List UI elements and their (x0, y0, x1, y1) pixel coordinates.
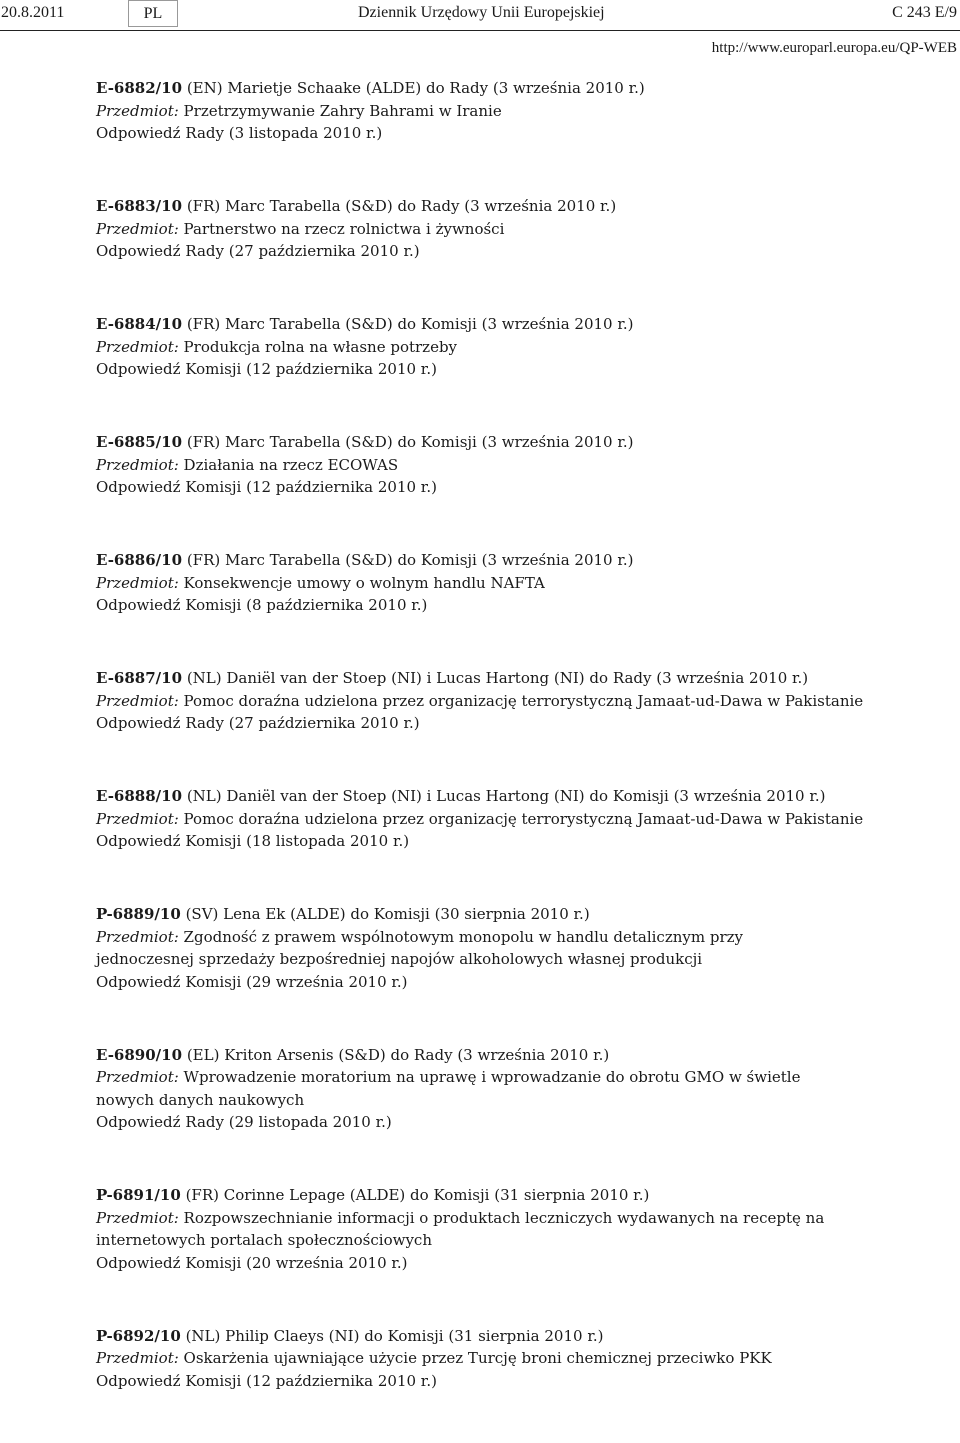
answer-info: Odpowiedź Komisji (12 października 2010 r.) (96, 1371, 437, 1390)
question-entry (96, 549, 836, 617)
subject-text: Partnerstwo na rzecz rolnictwa i żywności (178, 219, 505, 238)
subject-label: Przedmiot: (96, 1068, 179, 1086)
question-code: E-6882/10 (96, 79, 183, 97)
question-meta (96, 903, 836, 926)
subject-text: Wprowadzenie moratorium na uprawę i wprowadzanie do obrotu GMO w świetle nowych danych naukowych (96, 1068, 801, 1109)
question-meta (96, 785, 836, 808)
question-entry (96, 77, 836, 145)
question-entry (96, 1044, 836, 1134)
question-list (96, 77, 864, 1443)
question-subject (96, 1066, 836, 1111)
subject-label: Przedmiot: (96, 219, 179, 238)
subject-label: Przedmiot: (96, 337, 179, 356)
question-entry (96, 667, 864, 735)
question-author: (EL) Kriton Arsenis (S&D) do Rady (3 września 2010 r.) (182, 1045, 610, 1064)
question-author: (NL) Philip Claeys (NI) do Komisji (31 sierpnia 2010 r.) (180, 1326, 604, 1345)
question-meta (96, 77, 836, 100)
answer-info: Odpowiedź Rady (27 października 2010 r.) (96, 242, 420, 260)
subject-text: Rozpowszechnianie informacji o produktach leczniczych wydawanych na receptę na internetowych portalach społecznościowych (96, 1208, 825, 1249)
question-code: E-6888/10 (96, 787, 183, 805)
answer-info: Odpowiedź Komisji (20 września 2010 r.) (96, 1253, 408, 1272)
answer-info: Odpowiedź Rady (27 października 2010 r.) (96, 714, 420, 732)
question-entry (96, 1325, 836, 1393)
subject-label: Przedmiot: (96, 455, 179, 474)
question-author: (NL) Daniël van der Stoep (NI) i Lucas Hartong (NI) do Komisji (3 września 2010 r.) (182, 787, 826, 805)
question-entry (96, 903, 836, 993)
subject-label: Przedmiot: (96, 927, 179, 946)
answer-info: Odpowiedź Komisji (12 października 2010 r.) (96, 360, 437, 378)
journal-title: Dziennik Urzędowy Unii Europejskiej (358, 4, 605, 21)
question-code: P-6891/10 (96, 1186, 181, 1204)
question-author: (FR) Marc Tarabella (S&D) do Komisji (3 września 2010 r.) (182, 433, 634, 451)
question-subject (96, 1207, 836, 1252)
answer-info: Odpowiedź Komisji (8 października 2010 r.) (96, 596, 428, 614)
question-subject (96, 336, 836, 359)
question-code: E-6887/10 (96, 669, 183, 687)
question-meta (96, 549, 836, 572)
question-author: (FR) Marc Tarabella (S&D) do Komisji (3 września 2010 r.) (182, 551, 634, 569)
question-author: (FR) Marc Tarabella (S&D) do Rady (3 września 2010 r.) (182, 197, 617, 215)
question-code: P-6889/10 (96, 905, 181, 923)
answer-info: Odpowiedź Komisji (12 października 2010 r.) (96, 478, 437, 496)
question-meta (96, 1184, 836, 1207)
question-entry (96, 313, 836, 381)
subject-label: Przedmiot: (96, 1208, 179, 1227)
question-code: E-6886/10 (96, 551, 183, 569)
question-subject (96, 100, 836, 123)
subject-text: Produkcja rolna na własne potrzeby (178, 337, 458, 356)
question-code: E-6890/10 (96, 1045, 183, 1064)
question-subject (96, 218, 836, 241)
question-subject (96, 808, 864, 831)
subject-text: Pomoc doraźna udzielona przez organizację terrorystyczną Jamaat-ud-Dawa w Pakistanie (178, 809, 864, 828)
answer-info: Odpowiedź Komisji (29 września 2010 r.) (96, 972, 408, 991)
question-subject (96, 926, 836, 971)
question-subject (96, 572, 836, 595)
page-reference: C 243 E/9 (892, 4, 957, 21)
answer-info: Odpowiedź Rady (3 listopada 2010 r.) (96, 124, 383, 142)
answer-info: Odpowiedź Rady (29 listopada 2010 r.) (96, 1113, 392, 1131)
source-url[interactable]: http://www.europarl.europa.eu/QP-WEB (711, 40, 957, 56)
question-author: (FR) Marc Tarabella (S&D) do Komisji (3 września 2010 r.) (182, 315, 634, 333)
question-subject (96, 1347, 836, 1370)
subject-text: Zgodność z prawem wspólnotowym monopolu w handlu detalicznym przy jednoczesnej sprzedaży bezpośredniej napojów alkoholowych własnej produkcji (96, 927, 744, 968)
question-entry (96, 1184, 836, 1274)
question-meta (96, 667, 836, 690)
subject-label: Przedmiot: (96, 809, 179, 828)
question-code: E-6885/10 (96, 433, 183, 451)
question-subject (96, 690, 864, 713)
question-meta (96, 1044, 836, 1067)
subject-label: Przedmiot: (96, 691, 179, 710)
publication-date: 20.8.2011 (1, 4, 65, 21)
question-meta (96, 431, 836, 454)
question-entry (96, 785, 864, 853)
question-subject (96, 454, 836, 477)
page-header (0, 0, 960, 31)
language-code: PL (128, 0, 178, 27)
question-code: E-6884/10 (96, 315, 183, 333)
question-author: (NL) Daniël van der Stoep (NI) i Lucas Hartong (NI) do Rady (3 września 2010 r.) (182, 669, 809, 687)
subject-label: Przedmiot: (96, 1349, 179, 1367)
question-author: (EN) Marietje Schaake (ALDE) do Rady (3 września 2010 r.) (182, 79, 645, 97)
subject-text: Konsekwencje umowy o wolnym handlu NAFTA (178, 573, 545, 592)
question-code: E-6883/10 (96, 197, 183, 215)
question-author: (SV) Lena Ek (ALDE) do Komisji (30 sierpnia 2010 r.) (180, 905, 590, 923)
subject-text: Oskarżenia ujawniające użycie przez Turcję broni chemicznej przeciwko PKK (178, 1349, 772, 1367)
subject-text: Pomoc doraźna udzielona przez organizację terrorystyczną Jamaat-ud-Dawa w Pakistanie (178, 691, 864, 710)
question-author: (FR) Corinne Lepage (ALDE) do Komisji (31 sierpnia 2010 r.) (180, 1186, 650, 1204)
question-entry (96, 195, 836, 263)
question-meta (96, 195, 836, 218)
answer-info: Odpowiedź Komisji (18 listopada 2010 r.) (96, 832, 410, 850)
question-entry (96, 431, 836, 499)
subject-text: Działania na rzecz ECOWAS (178, 455, 399, 474)
question-code: P-6892/10 (96, 1326, 181, 1345)
subject-label: Przedmiot: (96, 101, 179, 120)
subject-label: Przedmiot: (96, 573, 179, 592)
subject-text: Przetrzymywanie Zahry Bahrami w Iranie (178, 101, 502, 120)
question-meta (96, 313, 836, 336)
question-meta (96, 1325, 836, 1348)
